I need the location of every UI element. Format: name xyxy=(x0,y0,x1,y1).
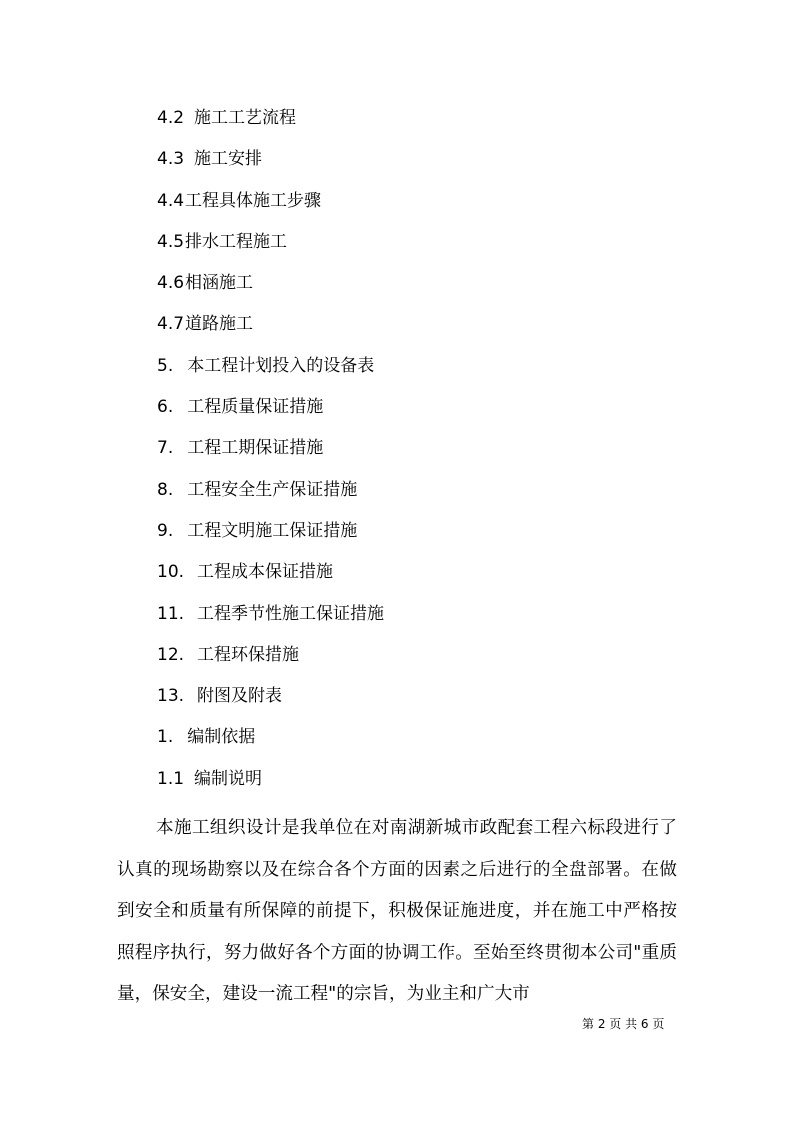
toc-item xyxy=(157,599,384,640)
toc-item xyxy=(157,144,384,185)
toc-item xyxy=(157,309,384,350)
toc-item xyxy=(157,557,384,598)
toc-item xyxy=(157,640,384,681)
toc-item-number: 4.5 xyxy=(157,231,185,252)
toc-item-number: 4.7 xyxy=(157,314,185,335)
toc-item-number: 10. xyxy=(157,562,185,583)
toc-item-text: 工程文明施工保证措施 xyxy=(187,520,358,541)
toc-item xyxy=(157,475,384,516)
toc-item xyxy=(157,186,384,227)
toc-item-text: 施工工艺流程 xyxy=(194,108,297,128)
toc-item-text: 编制说明 xyxy=(194,768,263,789)
toc-item-number: 4.6 xyxy=(157,273,185,294)
toc-item-number: 13. xyxy=(157,686,185,707)
toc-item-number: 4.4 xyxy=(157,190,185,211)
toc-item-number: 4.3 xyxy=(157,149,185,170)
toc-item-number: 8. xyxy=(157,479,174,500)
toc-item-number: 7. xyxy=(157,438,174,459)
toc-item xyxy=(157,268,384,309)
toc-item-text: 工程具体施工步骤 xyxy=(185,190,322,211)
toc-item xyxy=(157,103,384,144)
toc-item-text: 工程质量保证措施 xyxy=(187,397,324,418)
toc-item-text: 本工程计划投入的设备表 xyxy=(187,355,375,376)
toc-item-number: 1. xyxy=(157,727,174,748)
toc-item-number: 12. xyxy=(157,644,185,665)
toc-item-number: 11. xyxy=(157,603,185,624)
body-paragraph: 本施工组织设计是我单位在对南湖新城市政配套工程六标段进行了认真的现场勘察以及在综合各个方面的因素之后进行的全盘部署。在做到安全和质量有所保障的前提下，积极保证施进度，并在施工中严格按照程序执行，努力做好各个方面的协调工作。至始至终贯彻本公司"重质量，保安全，建设一流工程"的宗旨，为业主和广大市 xyxy=(117,818,677,1005)
toc-item-text: 附图及附表 xyxy=(197,686,283,707)
toc-item-text: 相涵施工 xyxy=(185,273,254,294)
toc-item-number: 5. xyxy=(157,355,174,376)
toc-item-number: 4.2 xyxy=(157,108,185,128)
toc-item xyxy=(157,351,384,392)
toc-item xyxy=(157,433,384,474)
toc-item-text: 工程工期保证措施 xyxy=(187,438,324,459)
toc-item-number: 9. xyxy=(157,520,174,541)
toc-item-text: 施工安排 xyxy=(194,149,263,170)
toc-item-number: 6. xyxy=(157,397,174,418)
toc-item-text: 工程季节性施工保证措施 xyxy=(197,603,385,624)
toc-item xyxy=(157,516,384,557)
page-footer: 第 2 页 共 6 页 xyxy=(582,1017,665,1031)
toc-item xyxy=(157,764,384,805)
toc-item xyxy=(157,392,384,433)
toc-item-text: 道路施工 xyxy=(185,314,254,335)
toc-item-text: 编制依据 xyxy=(187,727,256,748)
toc-item-text: 排水工程施工 xyxy=(185,231,288,252)
toc-item-number: 1.1 xyxy=(157,768,185,789)
toc-item-text: 工程环保措施 xyxy=(197,644,300,665)
toc-item xyxy=(157,227,384,268)
toc-item-text: 工程安全生产保证措施 xyxy=(187,479,358,500)
toc-item-text: 工程成本保证措施 xyxy=(197,562,334,583)
toc-item xyxy=(157,722,384,763)
table-of-contents xyxy=(157,103,384,805)
toc-item xyxy=(157,681,384,722)
